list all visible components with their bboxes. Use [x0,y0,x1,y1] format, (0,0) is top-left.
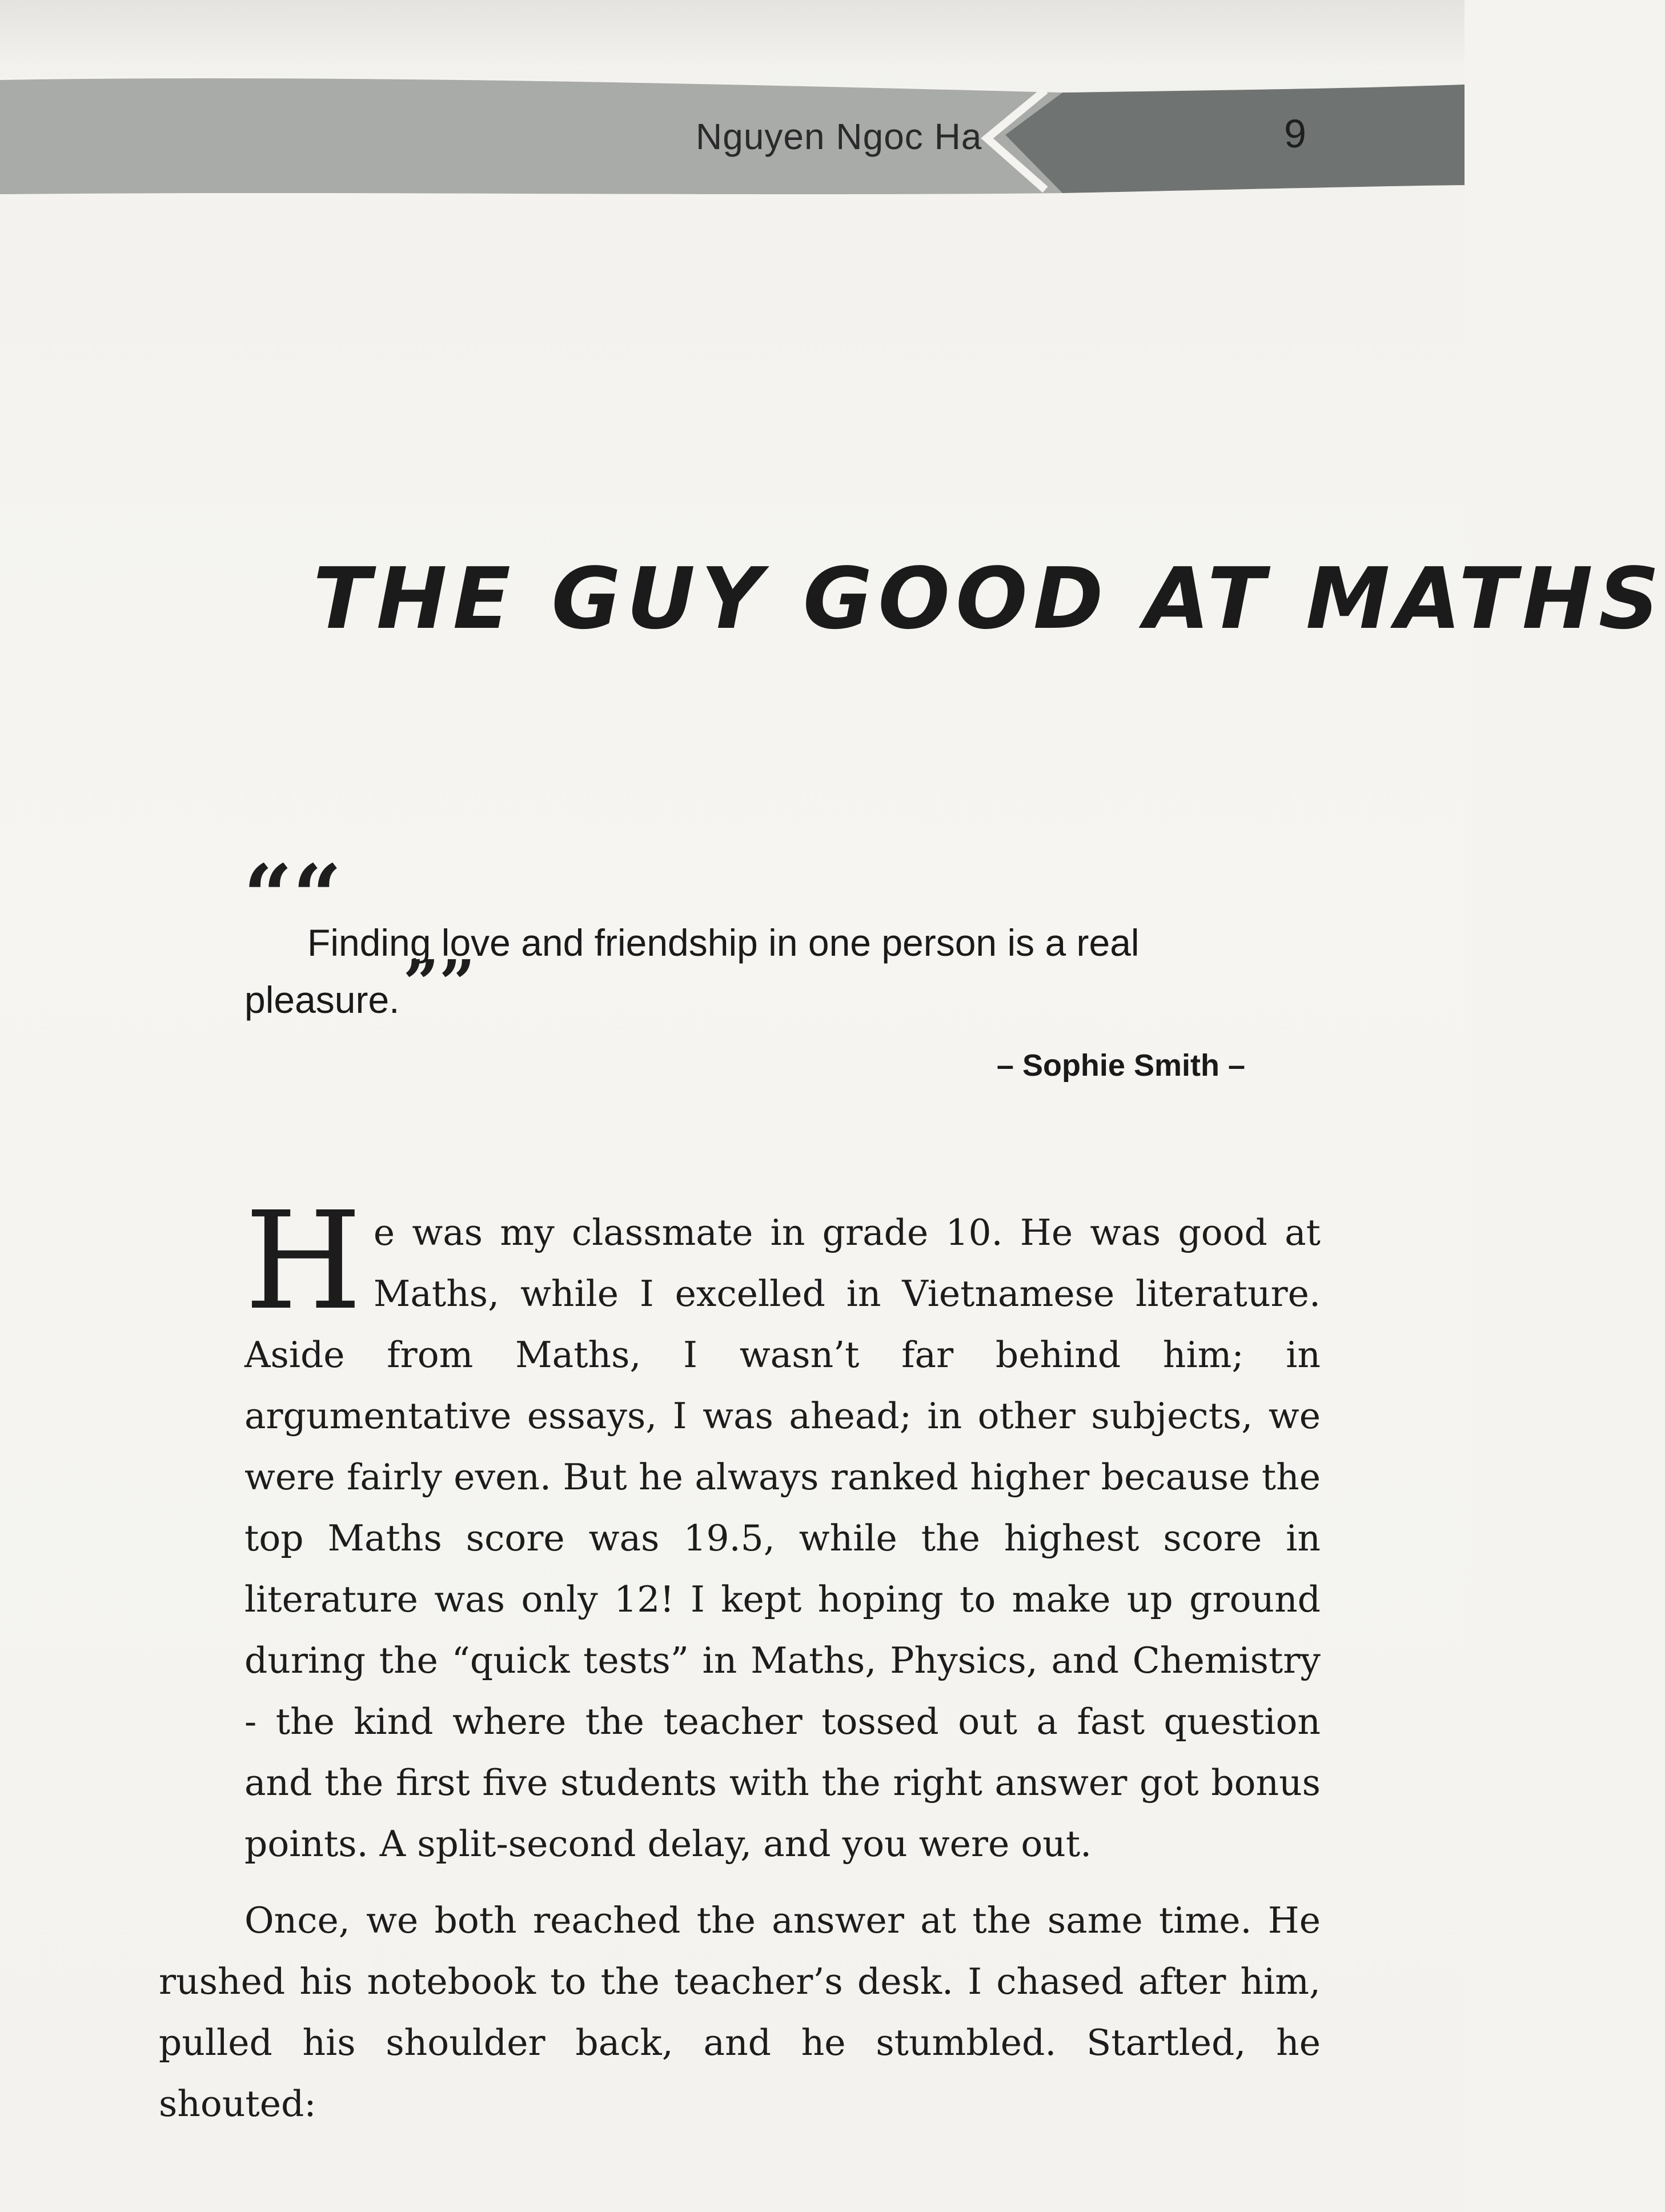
epigraph-text: Finding love and friendship in one person is a real pleasure. [244,921,1140,1021]
header-arrow-band [1005,85,1465,193]
body-paragraph-2: Once, we both reached the answer at the same time. He rushed his notebook to the teacher’s desk. I chased after him, pulled his shoulder back, and he stumbled. Startled, he shouted: [159,1900,1321,2125]
open-quote-icon: ““ [243,846,342,947]
page-top-edge [0,0,1465,69]
drop-cap: H [244,1183,362,1340]
close-quote-icon: ”” [403,946,476,1020]
body-paragraph-1 [244,1183,1321,1874]
header-author-name: Nguyen Ngoc Ha [696,116,982,157]
running-header [0,67,1465,200]
page-number: 9 [1284,111,1306,156]
epigraph-text-block [244,914,1250,1028]
epigraph-author: – Sophie Smith – [996,1048,1245,1083]
chapter-title: THE GUY GOOD AT MATHS [313,550,1665,648]
paragraph-1-text: e was my classmate in grade 10. He was good at Maths, while I excelled in Vietnamese literature. Aside from Maths, I wasn’t far behind him; in argumentative essays, I was ahead; in other subjects, we were fairly even. But he always ranked higher because the top Maths score was 19.5, while the highest score in literature was only 12! I kept hoping to make up ground during the “quick tests” in Maths, Physics, and Chemistry - the kind where the teacher tossed out a fast question and the first five students with the right answer got bonus points. A split-second delay, and you were out. [244,1212,1321,1865]
